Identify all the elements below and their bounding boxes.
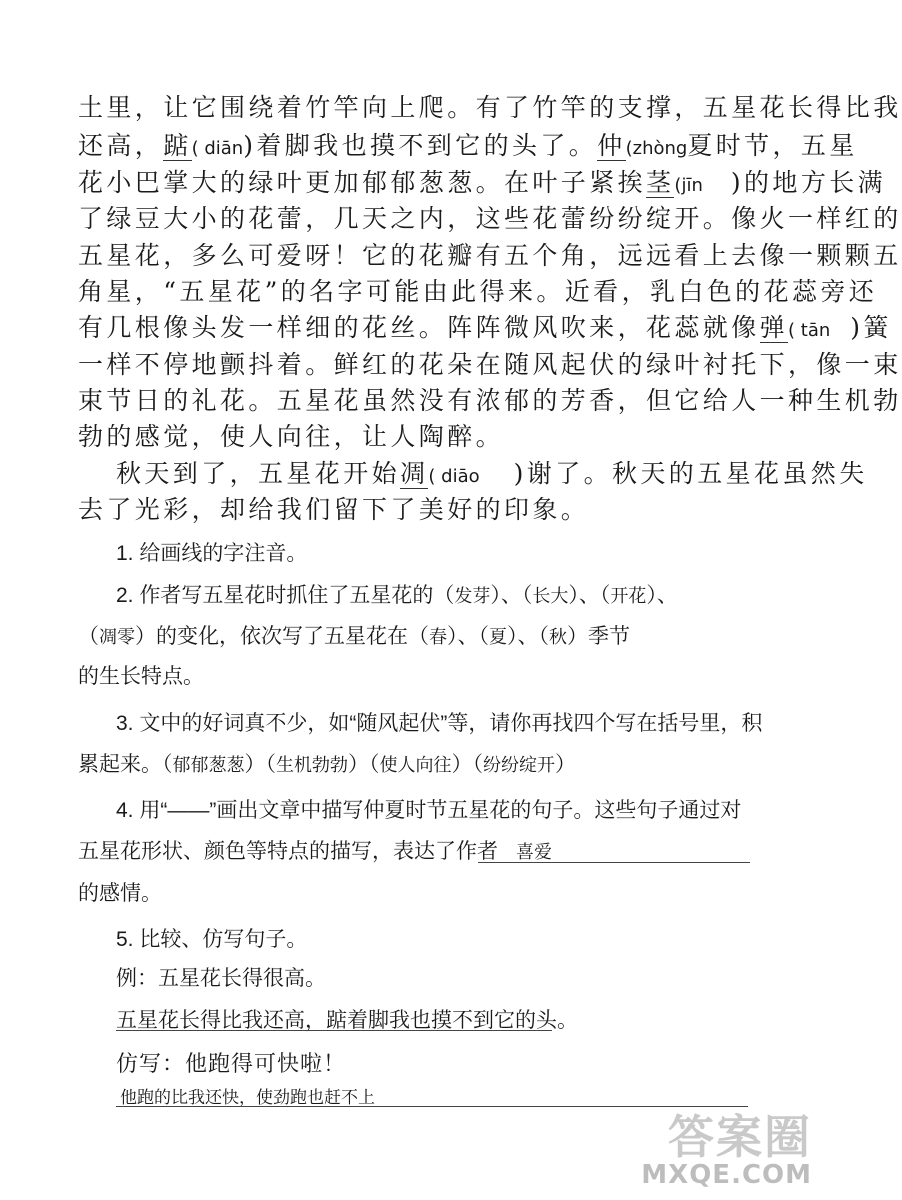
- question-3-line-2: 累起来。（郁郁葱葱）（生机勃勃）（使人向往）（纷纷绽开）: [78, 753, 576, 776]
- example-underline: [116, 1030, 552, 1031]
- question-2-line-1: 2. 作者写五星花时抓住了五星花的（发芽）、（长大）、（开花）、: [116, 584, 678, 607]
- example-answer: 五星花长得比我还高，踮着脚我也摸不到它的头。: [116, 1009, 578, 1032]
- pinyin-answer: ( diāo: [428, 466, 480, 487]
- imitate-answer[interactable]: 他跑的比我还快，使劲跑也赶不上: [120, 1088, 375, 1108]
- answer-blank[interactable]: 秋: [549, 627, 567, 648]
- passage-line-1: 土里，让它围绕着竹竿向上爬。有了竹竿的支撑，五星花长得比我: [78, 93, 902, 122]
- pinyin-answer: (jīn: [674, 175, 703, 196]
- passage-line-8: 一样不停地颤抖着。鲜红的花朵在随风起伏的绿叶衬托下，像一束: [78, 350, 902, 379]
- example-label: 例：五星花长得很高。: [116, 967, 326, 990]
- answer-blank[interactable]: 纷纷绽开: [483, 755, 555, 776]
- underlined-char: 仲: [597, 131, 626, 160]
- answer-line: [478, 862, 750, 863]
- answer-blank[interactable]: 发芽: [454, 586, 491, 607]
- answer-blank[interactable]: 生机勃勃: [276, 755, 348, 776]
- watermark-logo: 答案圈: [668, 1110, 812, 1164]
- passage-line-6: 角星，“五星花”的名字可能由此得来。近看，乳白色的花蕊旁还: [78, 277, 878, 306]
- imitate-underline: [116, 1106, 748, 1107]
- passage-line-3: 花小巴掌大的绿叶更加郁郁葱葱。在叶子紧挨茎(jīn )的地方长满: [78, 168, 887, 197]
- passage-line-12: 去了光彩，却给我们留下了美好的印象。: [78, 495, 590, 524]
- passage-line-7: 有几根像头发一样细的花丝。阵阵微风吹来，花蕊就像弹( tān )簧: [78, 313, 892, 342]
- passage-line-4: 了绿豆大小的花蕾，几天之内，这些花蕾纷纷绽开。像火一样红的: [78, 204, 902, 233]
- watermark: [641, 1110, 812, 1190]
- watermark-url: MXQE.COM: [641, 1160, 812, 1190]
- passage-line-2: 还高，踮( diān)着脚我也摸不到它的头了。仲(zhòng夏时节，五星: [78, 131, 858, 160]
- underlined-char: 凋: [400, 459, 429, 488]
- answer-blank[interactable]: 使人向往: [379, 755, 452, 776]
- answer-blank[interactable]: 长大: [532, 586, 569, 607]
- question-2-line-2: （凋零）的变化，依次写了五星花在（春）、（夏）、（秋）季节: [78, 625, 630, 648]
- question-3-line-1: 3. 文中的好词真不少，如“随风起伏”等，请你再找四个写在括号里，积: [116, 712, 763, 735]
- question-5: 5. 比较、仿写句子。: [116, 928, 308, 951]
- answer-blank[interactable]: 凋零: [99, 627, 135, 648]
- question-4-line-2: 五星花形状、颜色等特点的描写，表达了作者 喜爱: [78, 840, 552, 863]
- pinyin-answer: (zhòng: [625, 138, 688, 159]
- question-4-line-3: 的感情。: [78, 882, 162, 905]
- answer-blank[interactable]: 喜爱: [516, 842, 552, 863]
- passage-line-9: 束节日的礼花。五星花虽然没有浓郁的芳香，但它给人一种生机勃: [78, 386, 902, 415]
- imitate-label: 仿写：他跑得可快啦！: [116, 1052, 347, 1077]
- question-4-line-1: 4. 用“——”画出文章中描写仲夏时节五星花的句子。这些句子通过对: [116, 799, 742, 822]
- pinyin-answer: ( diān: [191, 138, 244, 159]
- passage-line-11: 秋天到了，五星花开始凋( diāo )谢了。秋天的五星花虽然失: [116, 459, 868, 488]
- question-2-line-3: 的生长特点。: [78, 665, 204, 688]
- answer-blank[interactable]: 春: [429, 627, 447, 648]
- answer-blank[interactable]: 开花: [610, 586, 647, 607]
- underlined-char: 弹: [759, 313, 789, 342]
- answer-blank[interactable]: 夏: [489, 627, 507, 648]
- question-1: 1. 给画线的字注音。: [116, 542, 308, 565]
- underlined-char: 茎: [646, 168, 675, 197]
- passage-line-10: 勃的感觉，使人向往，让人陶醉。: [78, 422, 505, 451]
- underlined-char: 踮: [163, 131, 192, 160]
- pinyin-answer: ( tān: [788, 320, 831, 341]
- answer-blank[interactable]: 郁郁葱葱: [172, 755, 245, 776]
- passage-line-5: 五星花，多么可爱呀！它的花瓣有五个角，远远看上去像一颗颗五: [78, 241, 902, 270]
